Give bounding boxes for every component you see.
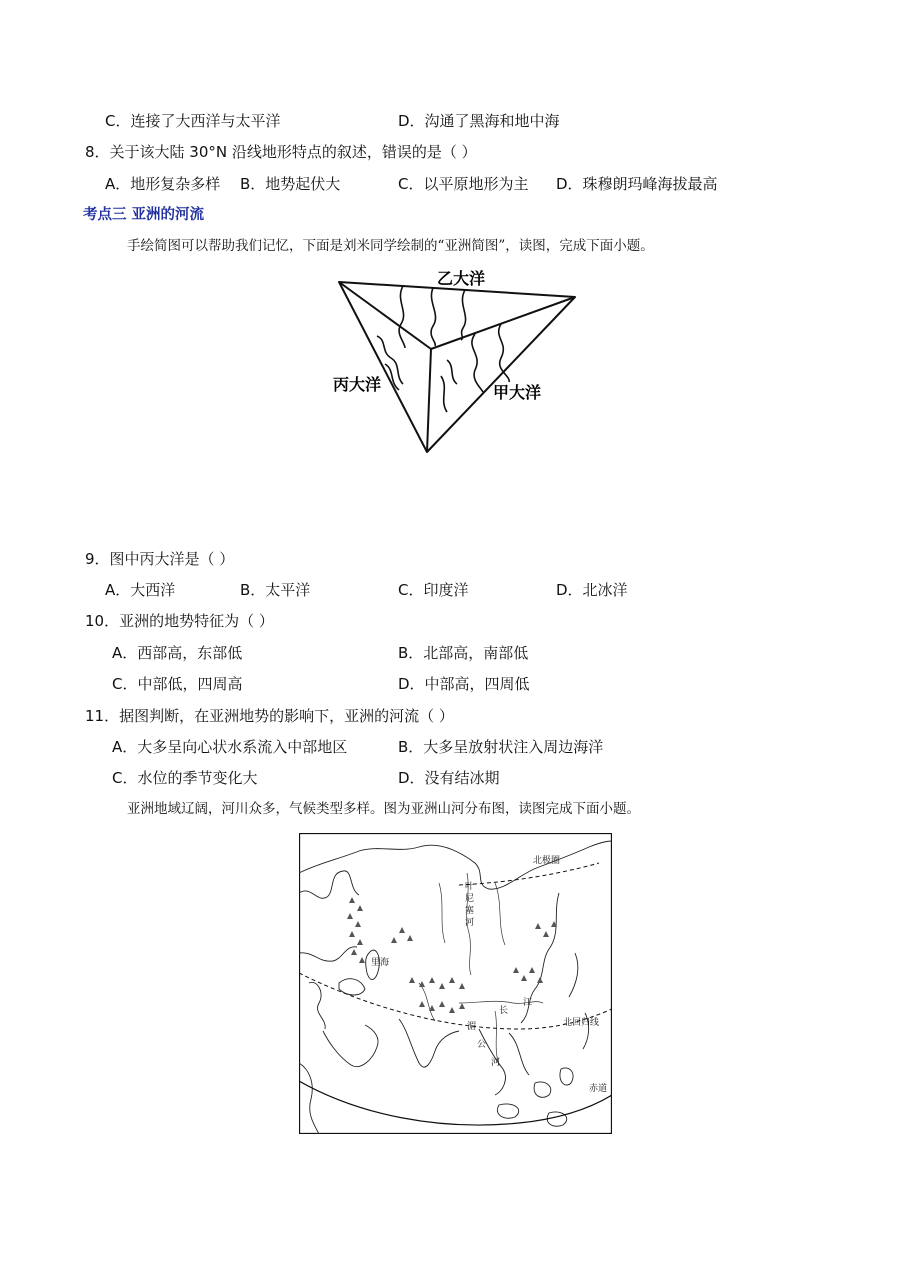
q10-option-c: C．中部低，四周高 — [112, 675, 243, 693]
sketch-edge-left — [339, 282, 431, 349]
map-label-equator: 赤道 — [589, 1084, 608, 1094]
q8-option-a: A．地形复杂多样 — [105, 175, 221, 193]
sketch-intro: 手绘简图可以帮助我们记忆，下面是刘米同学绘制的“亚洲简图”，读图，完成下面小题。 — [127, 238, 654, 254]
sketch-label-bing: 丙大洋 — [333, 375, 382, 394]
q10-option-a: A．西部高，东部低 — [112, 644, 243, 662]
q11-option-c: C．水位的季节变化大 — [112, 769, 258, 787]
map-label-arctic: 北极圈 — [533, 856, 561, 866]
q9-option-a: A．大西洋 — [105, 581, 176, 599]
q9-option-b: B．太平洋 — [240, 581, 311, 599]
map-frame — [300, 834, 612, 1134]
map-label-yenisei-3: 塞 — [465, 906, 475, 916]
map-label-mekong-2: 公 — [477, 1040, 487, 1050]
q10-option-d: D．中部高，四周低 — [398, 675, 530, 693]
map-label-tropic: 北回归线 — [563, 1018, 600, 1028]
q8-option-c: C．以平原地形为主 — [398, 175, 529, 193]
map-label-yenisei-2: 尼 — [465, 894, 475, 904]
map-label-yangtze-1: 长 — [499, 1006, 509, 1016]
map-label-yenisei-4: 河 — [465, 918, 475, 928]
q11-option-b: B．大多呈放射状注入周边海洋 — [398, 738, 604, 756]
asia-map-figure — [299, 833, 612, 1134]
sketch-edge-bottom — [427, 349, 431, 452]
q9-stem: 9．图中丙大洋是（ ） — [85, 550, 235, 568]
map-label-yangtze-2: 江 — [523, 998, 533, 1008]
q7-option-c: C．连接了大西洋与太平洋 — [105, 112, 281, 130]
q9-option-c: C．印度洋 — [398, 581, 469, 599]
map-label-mekong-1: 湄 — [467, 1022, 477, 1032]
q10-stem: 10．亚洲的地势特征为（ ） — [85, 612, 274, 630]
q8-stem: 8．关于该大陆 30°N 沿线地形特点的叙述，错误的是（ ） — [85, 143, 477, 161]
asia-sketch-figure — [325, 262, 585, 457]
sketch-label-yi: 乙大洋 — [437, 269, 486, 288]
q8-option-b: B．地势起伏大 — [240, 175, 341, 193]
section-heading: 考点三 亚洲的河流 — [83, 207, 205, 223]
map-label-mekong-3: 河 — [491, 1058, 501, 1068]
q10-option-b: B．北部高，南部低 — [398, 644, 529, 662]
q11-option-a: A．大多呈向心状水系流入中部地区 — [112, 738, 348, 756]
map-label-arctic-1 — [533, 854, 560, 866]
q8-option-d: D．珠穆朗玛峰海拔最高 — [556, 175, 718, 193]
sketch-edge-right — [431, 297, 575, 349]
q11-stem: 11．据图判断，在亚洲地势的影响下，亚洲的河流（ ） — [85, 707, 454, 725]
map-label-yenisei-1: 叶 — [465, 882, 475, 892]
map-intro: 亚洲地域辽阔，河川众多，气候类型多样。图为亚洲山河分布图，读图完成下面小题。 — [127, 801, 640, 817]
sketch-label-jia: 甲大洋 — [493, 383, 542, 402]
q7-option-d: D．沟通了黑海和地中海 — [398, 112, 560, 130]
q9-option-d: D．北冰洋 — [556, 581, 628, 599]
map-label-caspian: 里海 — [371, 958, 390, 968]
q11-option-d: D．没有结冰期 — [398, 769, 500, 787]
